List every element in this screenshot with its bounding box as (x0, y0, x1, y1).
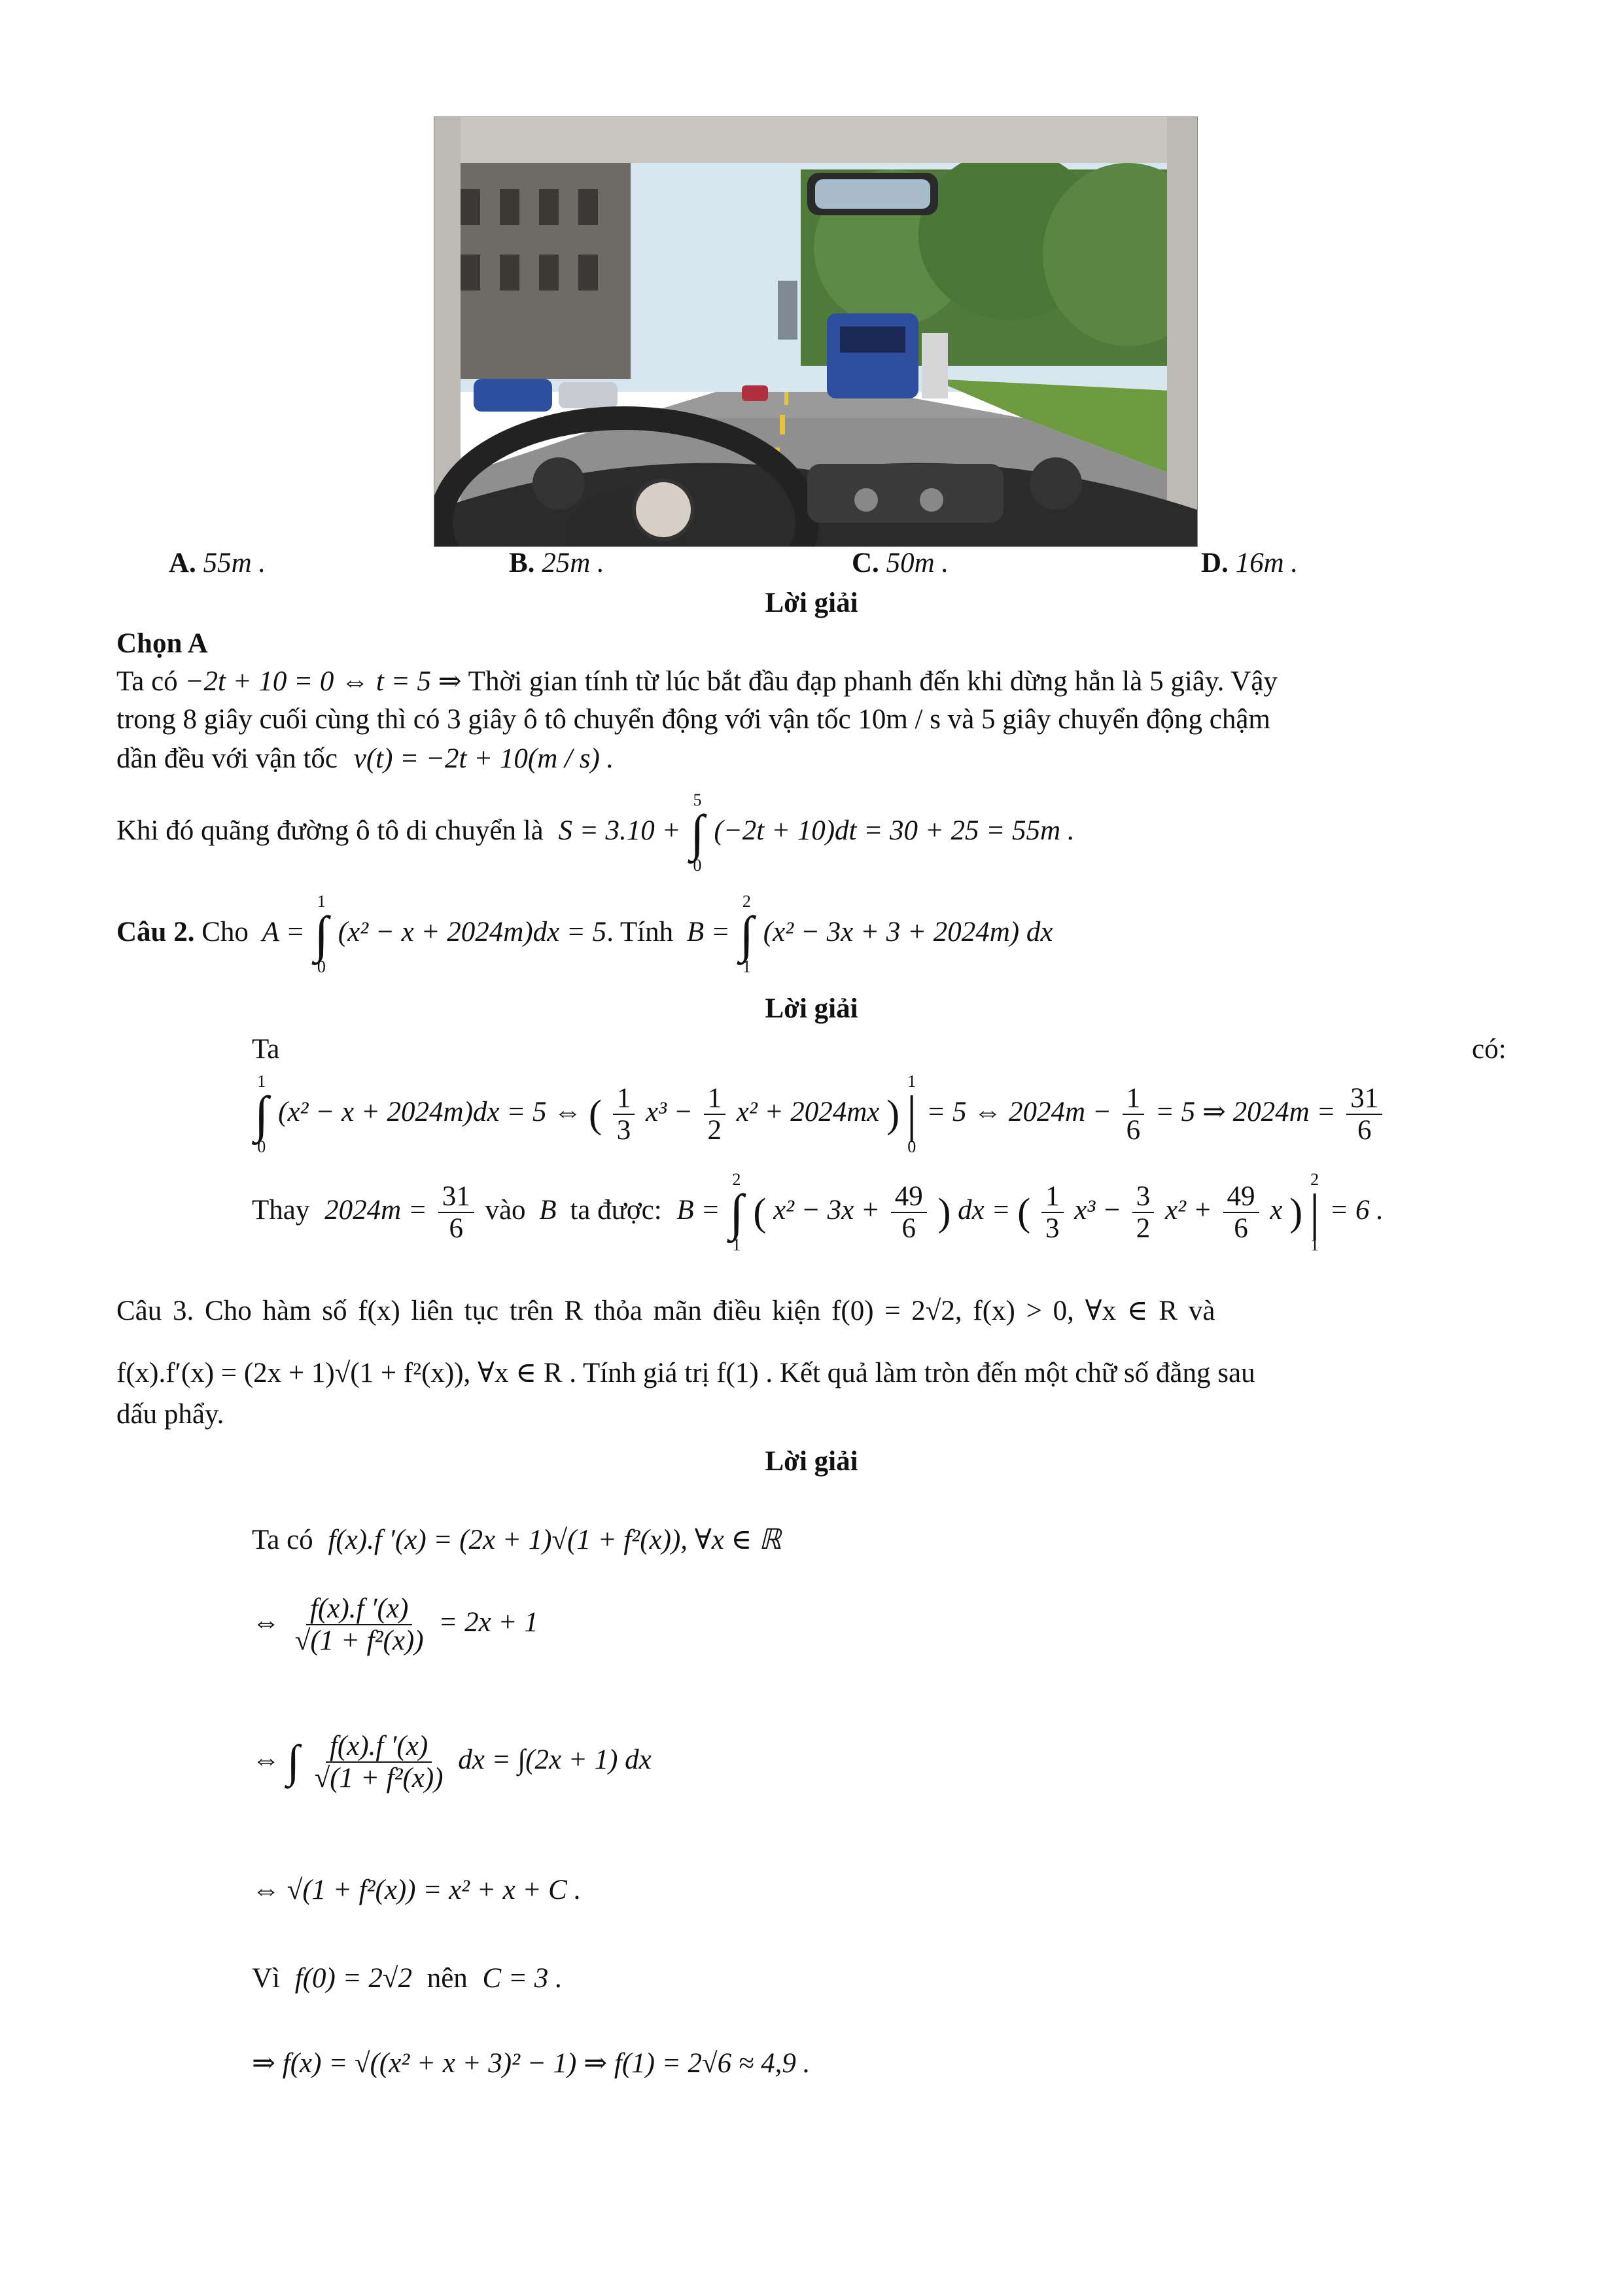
q2-ta: Ta (252, 1034, 280, 1065)
eval-bar: 1 | 0 (906, 1072, 917, 1157)
q3-step-4: ⇔ √(1 + f²(x)) = x² + x + C . (252, 1875, 582, 1905)
solution-heading-3: Lời giải (765, 1446, 858, 1477)
car-dashboard-illustration (434, 117, 1197, 546)
q3-line1: Câu 3. Cho hàm số f(x) liên tục trên R thỏa mãn điều kiện f(0) = 2√2, f(x) > 0, ∀x ∈ R và (116, 1296, 1215, 1326)
integral-sign: 5 ∫ 0 (690, 790, 705, 875)
q1-line1: Ta có −2t + 10 = 0 ⇔ t = 5 ⇒ Thời gian tính từ lúc bắt đầu đạp phanh đến khi dừng hẳn là 5 giây. Vậy (116, 666, 1278, 697)
option-d: D. 16m . (1201, 548, 1299, 578)
q3-step-2: ⇔ $\frac{f(x).f '(x)}{\text{√(1 + f²(x))}}$ = 2x + 1 (252, 1593, 538, 1657)
q2-co: có: (1472, 1034, 1507, 1065)
q2-equation-2: Thay 2024m = $\frac{31}{6}$ vào B ta được: B = 2 ∫ 1 ( x² − 3x + $\frac{49}{6}$ ) dx = ( $\frac{1}{3}$ x³ − $\frac{3}{2}$ x² + $\frac{49}{6}$ x ) 2 | 1 = 6 . (252, 1170, 1384, 1255)
q3-line2: f(x).f′(x) = (2x + 1)√(1 + f²(x)), ∀x ∈ R . Tính giá trị f(1) . Kết quả làm tròn đến một chữ số đằng sau (116, 1358, 1255, 1388)
solution-heading-1: Lời giải (765, 588, 858, 618)
solution-heading-2: Lời giải (765, 993, 858, 1024)
integral-sign: 2 ∫ 1 (729, 1170, 744, 1255)
integral-sign: 1 ∫ 0 (254, 1072, 269, 1157)
q1-line2: trong 8 giây cuối cùng thì có 3 giây ô tô chuyển động với vận tốc 10m / s và 5 giây chuyển động chậm (116, 704, 1270, 735)
q2-statement: Câu 2. Cho A = 1 ∫ 0 (x² − x + 2024m)dx = 5. Tính B = 2 ∫ 1 (x² − 3x + 3 + 2024m) dx (116, 892, 1053, 977)
integral-sign: 1 ∫ 0 (314, 892, 329, 977)
q3-line3: dấu phẩy. (116, 1399, 224, 1430)
q3-step-5: Vì f(0) = 2√2 nên C = 3 . (252, 1963, 563, 1994)
q3-step-1: Ta có f(x).f ′(x) = (2x + 1)√(1 + f²(x)), ∀x ∈ ℝ (252, 1525, 782, 1555)
option-b: B. 25m . (509, 548, 604, 578)
q3-step-3: ⇔ ∫ $\frac{f(x).f '(x)}{\text{√(1 + f²(x))}}$ dx = ∫(2x + 1) dx (252, 1731, 652, 1794)
option-a: A. 55m . (169, 548, 266, 578)
car-dashboard-photo (434, 116, 1198, 547)
choice-label: Chọn A (116, 628, 208, 659)
integral-sign: 2 ∫ 1 (739, 892, 754, 977)
q1-distance-line: Khi đó quãng đường ô tô di chuyển là S = 3.10 + 5 ∫ 0 (−2t + 10)dt = 30 + 25 = 55m . (116, 790, 1075, 875)
eval-bar: 2 | 1 (1309, 1170, 1320, 1255)
q1-line3: dần đều với vận tốc v(t) = −2t + 10(m / s) . (116, 743, 614, 774)
q3-step-6: ⇒ f(x) = √((x² + x + 3)² − 1) ⇒ f(1) = 2√6 ≈ 4,9 . (252, 2048, 811, 2079)
option-c: C. 50m . (852, 548, 949, 578)
q2-equation-1: 1 ∫ 0 (x² − x + 2024m)dx = 5 ⇔ ( $\frac{1}{3}$ x³ − $\frac{1}{2}$ x² + 2024mx ) 1 | 0 = 5 ⇔ 2024m − $\frac{1}{6}$ = 5 ⇒ 2024m = $\frac{31}{6}$ (252, 1073, 1386, 1156)
